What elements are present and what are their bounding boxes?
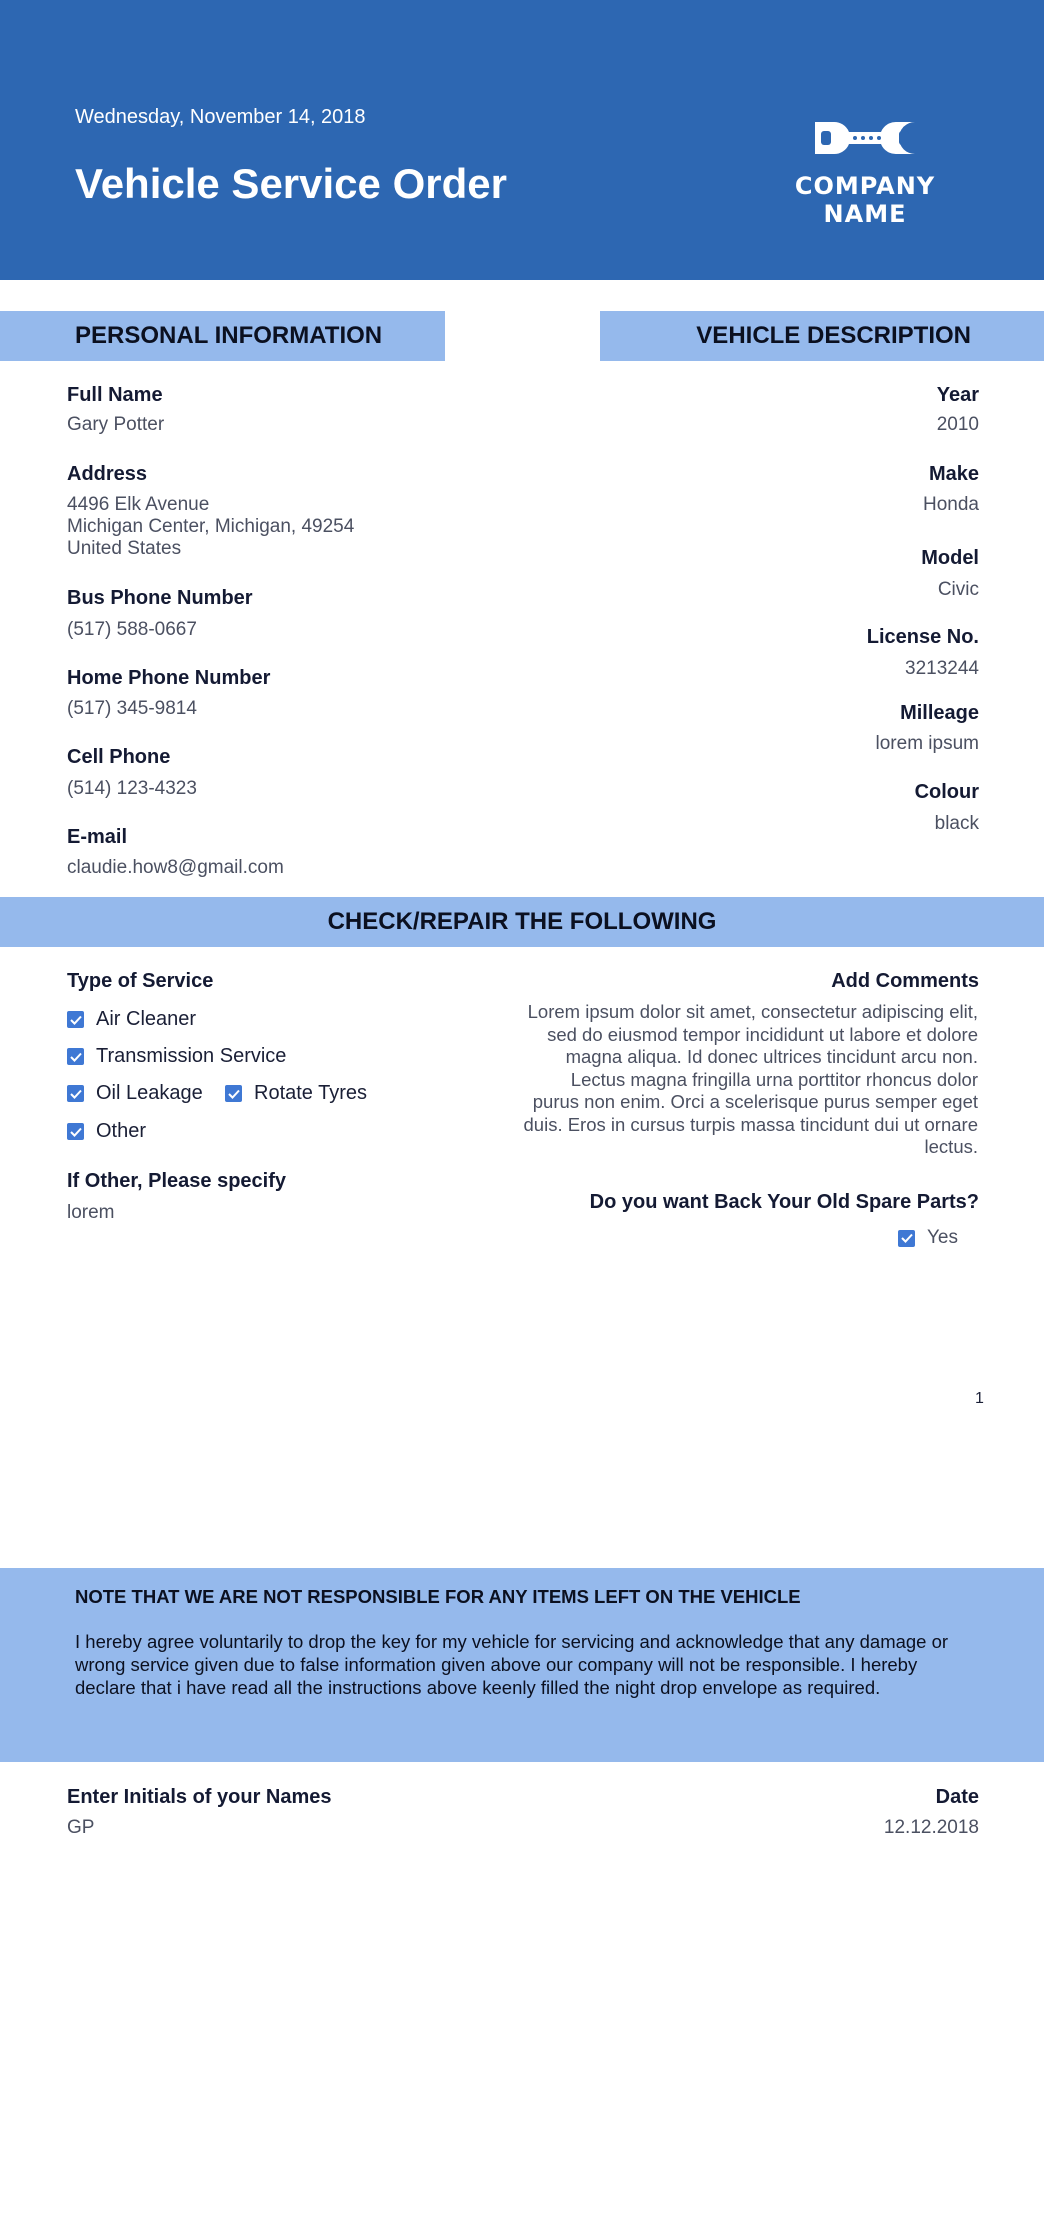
milleage-label: Milleage: [900, 702, 979, 724]
date-value: 12.12.2018: [883, 1817, 979, 1838]
address-label: Address: [67, 463, 148, 485]
service-label: Transmission Service: [96, 1045, 287, 1067]
service-label: Air Cleaner: [96, 1008, 197, 1030]
vehicle-description-heading: VEHICLE DESCRIPTION: [600, 311, 1044, 361]
other-specify-value: lorem: [67, 1202, 115, 1223]
order-date: Wednesday, November 14, 2018: [75, 106, 366, 128]
service-label: Rotate Tyres: [254, 1082, 368, 1104]
checkbox-checked-icon: [67, 1123, 84, 1140]
spare-parts-label: Do you want Back Your Old Spare Parts?: [589, 1191, 979, 1213]
bus-phone-label: Bus Phone Number: [67, 587, 253, 609]
initials-value: GP: [67, 1817, 95, 1838]
comments-label: Add Comments: [831, 970, 979, 992]
license-value: 3213244: [905, 658, 979, 679]
service-checkbox-other[interactable]: [67, 1120, 146, 1143]
address-line-1: 4496 Elk Avenue: [67, 494, 210, 515]
other-specify-label: If Other, Please specify: [67, 1170, 286, 1192]
home-phone-label: Home Phone Number: [67, 667, 271, 689]
license-label: License No.: [866, 626, 979, 648]
service-type-label: Type of Service: [67, 970, 214, 992]
email-value: claudie.how8@gmail.com: [67, 857, 284, 878]
colour-label: Colour: [914, 781, 979, 803]
model-value: Civic: [937, 579, 979, 600]
email-label: E-mail: [67, 826, 128, 848]
spare-parts-option-label: Yes: [927, 1227, 958, 1248]
page-number: 1: [975, 1390, 984, 1407]
cell-phone-value: (514) 123-4323: [67, 778, 197, 799]
check-repair-heading: CHECK/REPAIR THE FOLLOWING: [0, 897, 1044, 947]
make-value: Honda: [923, 494, 979, 515]
home-phone-value: (517) 345-9814: [67, 698, 197, 719]
bus-phone-value: (517) 588-0667: [67, 619, 197, 640]
company-logo: [758, 118, 972, 228]
year-label: Year: [936, 384, 979, 406]
checkbox-checked-icon: [898, 1230, 915, 1247]
company-name: COMPANY NAME: [794, 172, 936, 228]
service-checkbox-air-cleaner[interactable]: [67, 1008, 196, 1031]
full-name-value: Gary Potter: [67, 414, 165, 435]
service-label: Other: [96, 1120, 147, 1142]
note-heading: NOTE THAT WE ARE NOT RESPONSIBLE FOR ANY ITEMS LEFT ON THE VEHICLE: [75, 1586, 801, 1607]
service-checkbox-oil-leakage[interactable]: [67, 1082, 203, 1105]
disclaimer-note: [0, 1568, 1044, 1762]
initials-label: Enter Initials of your Names: [67, 1786, 332, 1808]
colour-value: black: [934, 813, 979, 834]
comments-text: Lorem ipsum dolor sit amet, consectetur adipiscing elit, sed do eiusmod tempor incididunt ut labore et dolore magna aliqua. Id donec ultrices tincidunt arcu non. Lectus magna fringilla urna porttitor rhoncus dolor purus non enim. Orci a scelerisque purus semper eget duis. Eros in cursus turpis massa tincidunt dui ut ornare lectus.: [523, 1001, 978, 1157]
address-line-2: Michigan Center, Michigan, 49254: [67, 516, 355, 537]
service-checkbox-rotate-tyres[interactable]: [225, 1082, 367, 1105]
checkbox-checked-icon: [67, 1048, 84, 1065]
page-title: Vehicle Service Order: [75, 160, 507, 207]
wrench-icon: [811, 118, 919, 158]
header-banner: [0, 0, 1044, 280]
full-name-label: Full Name: [67, 384, 163, 406]
personal-information-heading: PERSONAL INFORMATION: [0, 311, 445, 361]
service-label: Oil Leakage: [96, 1082, 203, 1104]
service-checkbox-transmission[interactable]: [67, 1045, 286, 1068]
checkbox-checked-icon: [67, 1011, 84, 1028]
model-label: Model: [921, 547, 979, 569]
checkbox-checked-icon: [67, 1085, 84, 1102]
milleage-value: lorem ipsum: [875, 733, 979, 754]
address-line-3: United States: [67, 538, 182, 559]
cell-phone-label: Cell Phone: [67, 746, 171, 768]
year-value: 2010: [936, 414, 979, 435]
spare-parts-checkbox-yes[interactable]: [898, 1227, 958, 1249]
checkbox-checked-icon: [225, 1085, 242, 1102]
date-label: Date: [935, 1786, 979, 1808]
make-label: Make: [928, 463, 979, 485]
note-text: I hereby agree voluntarily to drop the key for my vehicle for servicing and acknowledge that any damage or wrong service given due to false information given above our company will not be responsible. I hereby declare that i have read all the instructions above keenly filled the night drop envelope as required.: [75, 1631, 949, 1698]
